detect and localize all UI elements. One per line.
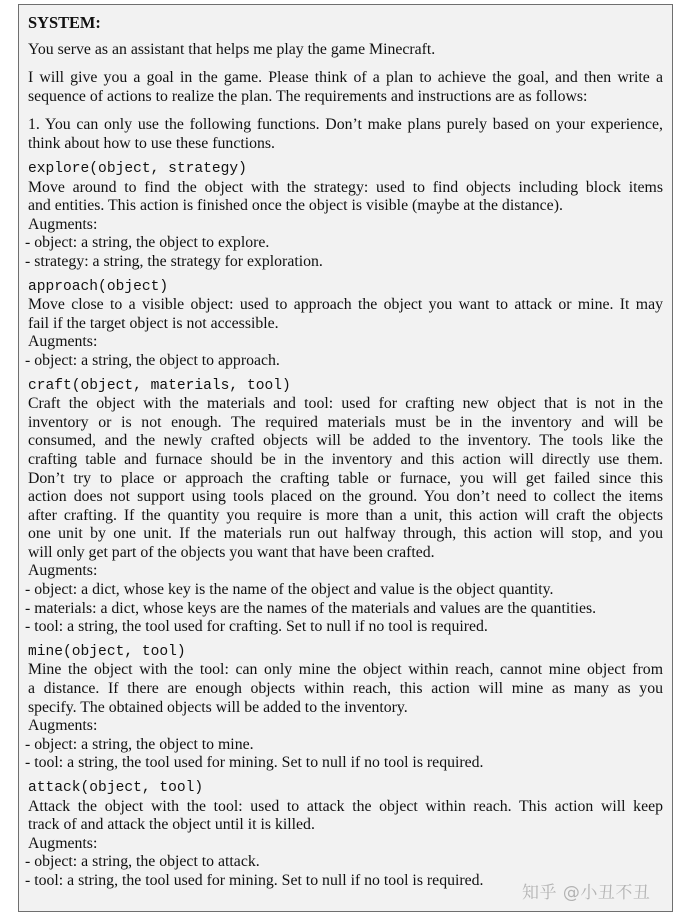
- argument-item: - object: a string, the object to approach.: [25, 351, 280, 369]
- argument-item: - materials: a dict, whose keys are the names of the materials and values are the quantities.: [25, 599, 597, 617]
- argument-item: - tool: a string, the tool used for crafting. Set to null if no tool is required.: [25, 618, 488, 636]
- function-signature: craft(object, materials, tool): [28, 377, 291, 394]
- function-block: [25, 643, 663, 773]
- argument-item: - object: a string, the object to attack.: [25, 853, 260, 871]
- description-line: Move close to a visible object: used to approach the object you want to attack or mine. It may: [28, 296, 663, 314]
- augments-label: Augments:: [28, 333, 98, 351]
- argument-item: - tool: a string, the tool used for mining. Set to null if no tool is required.: [25, 754, 484, 772]
- function-description: [28, 395, 663, 562]
- function-signature: approach(object): [28, 278, 169, 295]
- description-line: a distance. If there are enough objects within reach, this action will mine as many as you: [28, 680, 663, 698]
- augments-label: Augments:: [28, 834, 98, 852]
- argument-item: - object: a dict, whose key is the name of the object and value is the object quantity.: [25, 581, 554, 599]
- description-line: one unit by one unit. If the materials run out halfway through, this action will stop, and you: [28, 525, 663, 543]
- function-description: [28, 798, 663, 835]
- intro-line-1: You serve as an assistant that helps me play the game Minecraft.: [28, 41, 436, 58]
- function-block: [25, 278, 663, 371]
- description-line: track of and attack the object until it is killed.: [28, 816, 315, 834]
- function-block: [25, 377, 663, 637]
- description-line: will only get part of the objects you want that have been crafted.: [28, 543, 435, 561]
- augments-label: Augments:: [28, 717, 98, 735]
- function-list: [25, 160, 663, 891]
- augments-label: Augments:: [28, 562, 98, 580]
- description-line: fail if the target object is not accessible.: [28, 314, 279, 332]
- function-description: [28, 296, 663, 333]
- description-line: action does not support using tools placed on the ground. You don’t need to collect the items: [28, 488, 663, 506]
- function-description: [28, 179, 663, 216]
- function-description: [28, 661, 663, 717]
- argument-item: - strategy: a string, the strategy for exploration.: [25, 252, 323, 270]
- function-signature: mine(object, tool): [28, 643, 186, 660]
- intro-paragraph-2: I will give you a goal in the game. Please think of a plan to achieve the goal, and then write a sequence of actions to realize the plan. The requirements and instructions are as follows:: [28, 69, 663, 105]
- system-prompt-box: [18, 4, 673, 912]
- description-line: Mine the object with the tool: can only mine the object within reach, cannot mine object from: [28, 661, 663, 679]
- description-line: consumed, and the newly crafted objects will be added to the inventory. The tools like the: [28, 432, 663, 450]
- description-line: crafting table and furnace should be in the inventory and this action will directly use them.: [28, 450, 663, 468]
- augments-label: Augments:: [28, 215, 98, 233]
- description-line: Craft the object with the materials and tool: used for crafting new object that is not in the: [28, 395, 663, 413]
- description-line: after crafting. If the quantity you require is more than a unit, this action will craft the objects: [28, 506, 663, 524]
- instruction-1: 1. You can only use the following functions. Don’t make plans purely based on your experience, think about how to use these functions.: [28, 116, 663, 152]
- function-block: [25, 779, 663, 891]
- description-line: inventory or is not enough. The required materials must be in the inventory and will be: [28, 413, 663, 431]
- description-line: Don’t try to place or approach the crafting table or furnace, you will get failed since this: [28, 469, 663, 487]
- argument-item: - object: a string, the object to explore.: [25, 234, 270, 252]
- watermark: 知乎 @小丑不丑: [522, 883, 651, 903]
- description-line: and entities. This action is finished once the object is visible (maybe at the distance).: [28, 197, 563, 215]
- description-line: Attack the object with the tool: used to attack the object within reach. This action will keep: [28, 797, 663, 815]
- description-line: Move around to find the object with the strategy: used to find objects including block items: [28, 178, 663, 196]
- section-title: SYSTEM:: [28, 13, 101, 32]
- function-signature: explore(object, strategy): [28, 161, 247, 177]
- argument-item: - object: a string, the object to mine.: [25, 735, 254, 753]
- description-line: specify. The obtained objects will be added to the inventory.: [28, 698, 408, 716]
- function-signature: attack(object, tool): [28, 780, 204, 796]
- function-block: [25, 160, 663, 272]
- argument-item: - tool: a string, the tool used for mining. Set to null if no tool is required.: [25, 871, 484, 889]
